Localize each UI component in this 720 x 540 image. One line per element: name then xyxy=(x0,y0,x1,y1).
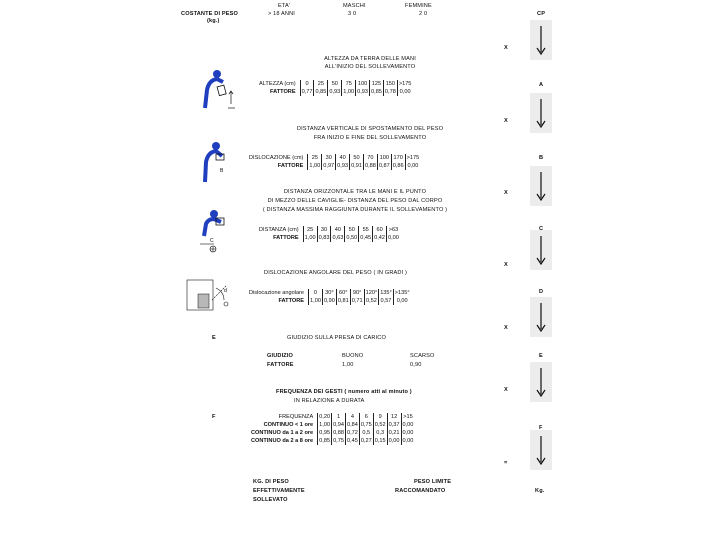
section-d-title: DISLOCAZIONE ANGOLARE DEL PESO ( IN GRADI ) xyxy=(264,270,408,276)
table-cell: 135° xyxy=(380,290,392,296)
table-cell: 0,85 xyxy=(315,89,327,95)
table-cell: 50 xyxy=(350,154,364,162)
table-cell: 0,93 xyxy=(329,89,341,95)
row-label: ALTEZZA (cm) xyxy=(259,81,296,87)
row-label: DISTANZA (cm) xyxy=(259,227,299,233)
table-cell: 0,81 xyxy=(337,298,349,304)
table-cell: >63 xyxy=(387,226,400,234)
maschi-value: 3 0 xyxy=(348,11,357,17)
table-cell: 75 xyxy=(342,80,356,88)
table-cell: 0,85 xyxy=(319,438,331,444)
multiply-sign: X xyxy=(504,118,508,124)
table-cell: 150 xyxy=(383,80,397,88)
table-cell: 30° xyxy=(322,289,336,297)
table-cell: 0,52 xyxy=(374,422,386,428)
table-cell: 60° xyxy=(336,289,350,297)
table-cell: 0,00 xyxy=(405,162,420,170)
table-cell: 1,00 xyxy=(310,298,321,304)
table-cell: 0,57 xyxy=(380,298,392,304)
table-cell: 0,87 xyxy=(378,163,390,169)
table-cell: 12 xyxy=(387,413,401,421)
lifting-height-figure-icon xyxy=(195,68,237,110)
eta-value: > 18 ANNI xyxy=(268,11,296,17)
footer-kg-label: Kg. xyxy=(535,488,545,494)
table-cell: 0,94 xyxy=(333,422,344,428)
multiply-sign: X xyxy=(504,387,508,393)
multiply-sign: X xyxy=(504,190,508,196)
section-e-left-letter: E xyxy=(212,335,216,341)
table-cell: 170 xyxy=(391,154,405,162)
table-cell: 25 xyxy=(308,154,322,162)
table-cell: 4 xyxy=(345,413,359,421)
section-f-title-1: FREQUENZA DEI GESTI ( numero atti al minuto ) xyxy=(276,389,412,395)
table-cell: 25 xyxy=(303,226,317,234)
row-label: GIUDIZIO xyxy=(267,353,294,359)
row-label: DISLOCAZIONE (cm) xyxy=(249,155,304,161)
section-e-title: GIUDIZIO SULLA PRESA DI CARICO xyxy=(287,335,386,341)
table-cell: 0,85 xyxy=(371,89,382,95)
table-cell: 0 xyxy=(300,80,314,88)
row-label: CONTINUO < 1 ore xyxy=(263,422,314,428)
equals-sign: = xyxy=(504,460,508,466)
footer-left-line-2: EFFETTIVAMENTE xyxy=(253,488,305,494)
lifting-distance-figure-icon xyxy=(196,140,232,184)
table-cell: 0,15 xyxy=(374,438,386,444)
table-cell: 30 xyxy=(322,154,336,162)
row-label: FATTORE xyxy=(269,89,296,95)
section-b-table xyxy=(248,154,420,170)
svg-text:B: B xyxy=(220,168,224,174)
table-cell: 0,63 xyxy=(332,235,344,241)
down-arrow-icon xyxy=(530,362,552,402)
table-cell: 1,00 xyxy=(343,89,355,95)
table-cell: 0,45 xyxy=(360,235,372,241)
table-cell: 0,84 xyxy=(346,422,358,428)
table-cell: 6 xyxy=(359,413,373,421)
table-cell: 0,52 xyxy=(365,298,377,304)
footer-right-line-1: PESO LIMITE xyxy=(414,479,452,485)
table-cell: 1,00 xyxy=(309,163,321,169)
table-cell: >175 xyxy=(406,155,420,161)
footer-left-line-3: SOLLEVATO xyxy=(253,497,288,503)
table-cell: 0 xyxy=(309,289,323,297)
section-b-title-1: DISTANZA VERTICALE DI SPOSTAMENTO DEL PESO xyxy=(296,126,444,132)
table-cell: 0,90 xyxy=(323,298,335,304)
table-cell: 0,86 xyxy=(392,163,404,169)
table-cell: 0,71 xyxy=(351,298,363,304)
table-cell: 1 xyxy=(332,413,346,421)
section-a-table xyxy=(258,80,412,96)
section-f-left-letter: F xyxy=(212,414,216,420)
table-cell: 70 xyxy=(363,154,377,162)
table-cell: >135° xyxy=(394,290,410,296)
factor-letter-e: E xyxy=(539,353,543,359)
table-cell: 0,20 xyxy=(319,414,331,420)
table-cell: 0,83 xyxy=(318,235,330,241)
table-cell: 0,75 xyxy=(360,422,372,428)
section-c-title-3: ( DISTANZA MASSIMA RAGGIUNTA DURANTE IL SOLLEVAMENTO ) xyxy=(262,207,448,213)
table-cell: 50 xyxy=(328,80,342,88)
table-cell: BUONO xyxy=(342,353,364,359)
table-cell: 9 xyxy=(373,413,387,421)
table-cell: 0,75 xyxy=(333,438,344,444)
table-cell: 25 xyxy=(314,80,328,88)
table-cell: 1,00 xyxy=(319,422,331,428)
maschi-label: MASCHI xyxy=(343,3,366,9)
costante-label: COSTANTE DI PESO xyxy=(181,11,238,17)
factor-letter-d: D xyxy=(539,289,544,295)
multiply-sign: X xyxy=(504,325,508,331)
table-cell: 0,00 xyxy=(402,430,414,436)
section-c-table xyxy=(258,226,400,242)
down-arrow-icon xyxy=(530,297,552,337)
table-cell: 0,00 xyxy=(402,422,414,428)
row-label: Dislocazione angolare xyxy=(249,290,305,296)
table-cell: 0,91 xyxy=(351,163,362,169)
table-cell: 1,00 xyxy=(304,235,316,241)
table-cell: 0,00 xyxy=(393,297,410,305)
table-cell: 0,97 xyxy=(323,163,335,169)
table-cell: 0,93 xyxy=(337,163,349,169)
row-label: CONTINUO da 2 a 8 ore xyxy=(251,438,314,444)
table-cell: 0,27 xyxy=(360,438,372,444)
cp-label: CP xyxy=(537,11,546,17)
down-arrow-icon xyxy=(530,93,552,133)
row-label: FATTORE xyxy=(277,163,304,169)
table-cell: 100 xyxy=(356,80,370,88)
table-cell: 0,00 xyxy=(402,438,414,444)
table-cell: 0,77 xyxy=(301,89,313,95)
angular-displacement-figure-icon xyxy=(186,278,234,312)
table-cell: 100 xyxy=(377,154,391,162)
table-cell: 1,00 xyxy=(342,362,354,368)
row-label: FATTORE xyxy=(273,235,299,241)
svg-text:d: d xyxy=(224,288,227,294)
table-cell: 0,00 xyxy=(397,88,412,96)
table-cell: 40 xyxy=(336,154,350,162)
footer-left-line-1: KG. DI PESO xyxy=(253,479,289,485)
factor-letter-a: A xyxy=(539,82,544,88)
section-f-title-2: IN RELAZIONE A DURATA xyxy=(294,398,365,404)
table-cell: 90° xyxy=(350,289,364,297)
table-cell: 0,72 xyxy=(346,430,358,436)
table-cell: 0,00 xyxy=(388,235,399,241)
row-label: FATTORE xyxy=(267,362,294,368)
table-cell: 125 xyxy=(370,80,384,88)
section-c-title-1: DISTANZA ORIZZONTALE TRA LE MANI E IL PUNTO xyxy=(283,189,427,195)
table-cell: 55 xyxy=(359,226,373,234)
table-cell: 0,5 xyxy=(359,429,373,437)
table-cell: 0,37 xyxy=(388,422,400,428)
footer-right-line-2: RACCOMANDATO xyxy=(395,488,446,494)
table-cell: 0,78 xyxy=(384,89,396,95)
table-cell: 50 xyxy=(345,226,359,234)
table-cell: 0,88 xyxy=(364,163,376,169)
table-cell: 0,42 xyxy=(374,235,386,241)
factor-letter-c: C xyxy=(539,226,544,232)
multiply-sign: X xyxy=(504,45,508,51)
section-d-table xyxy=(248,289,411,305)
factor-letter-b: B xyxy=(539,155,544,161)
down-arrow-icon xyxy=(530,20,552,60)
table-cell: 0,88 xyxy=(333,430,344,436)
femmine-value: 2 0 xyxy=(419,11,428,17)
section-f-table xyxy=(250,413,414,445)
down-arrow-icon xyxy=(530,430,552,470)
multiply-sign: X xyxy=(504,262,508,268)
section-b-title-2: FRA INIZIO E FINE DEL SOLLEVAMENTO xyxy=(313,135,427,141)
eta-label: ETA' xyxy=(278,3,291,9)
table-cell: 0,3 xyxy=(373,429,387,437)
table-cell: 40 xyxy=(331,226,345,234)
row-label: FREQUENZA xyxy=(278,414,314,420)
table-cell: 0,50 xyxy=(346,235,358,241)
table-cell: 0,45 xyxy=(346,438,358,444)
section-c-title-2: DI MEZZO DELLE CAVIGLIE- DISTANZA DEL PESO DAL CORPO xyxy=(267,198,443,204)
table-cell: 0,90 xyxy=(410,362,422,368)
down-arrow-icon xyxy=(530,166,552,206)
row-label: CONTINUO da 1 a 2 ore xyxy=(251,430,314,436)
table-cell: >15 xyxy=(401,413,414,421)
femmine-label: FEMMINE xyxy=(405,3,432,9)
horizontal-distance-figure-icon xyxy=(194,208,230,254)
down-arrow-icon xyxy=(530,230,552,270)
svg-text:C: C xyxy=(210,238,214,244)
table-cell: 120° xyxy=(365,290,378,296)
table-cell: 0,00 xyxy=(388,438,400,444)
table-cell: 0,95 xyxy=(319,430,331,436)
table-cell: 30 xyxy=(317,226,331,234)
factor-letter-f: F xyxy=(539,425,543,431)
table-cell: 0,93 xyxy=(357,89,369,95)
table-cell: 0,21 xyxy=(388,430,400,436)
section-a-title-1: ALTEZZA DA TERRA DELLE MANI xyxy=(324,56,416,62)
table-cell: 60 xyxy=(373,226,387,234)
row-label: FATTORE xyxy=(278,298,305,304)
table-cell: >175 xyxy=(398,81,412,87)
costante-unit: (kg.) xyxy=(207,18,220,24)
section-a-title-2: ALL'INIZIO DEL SOLLEVAMENTO xyxy=(324,64,416,70)
table-cell: SCARSO xyxy=(410,353,435,359)
